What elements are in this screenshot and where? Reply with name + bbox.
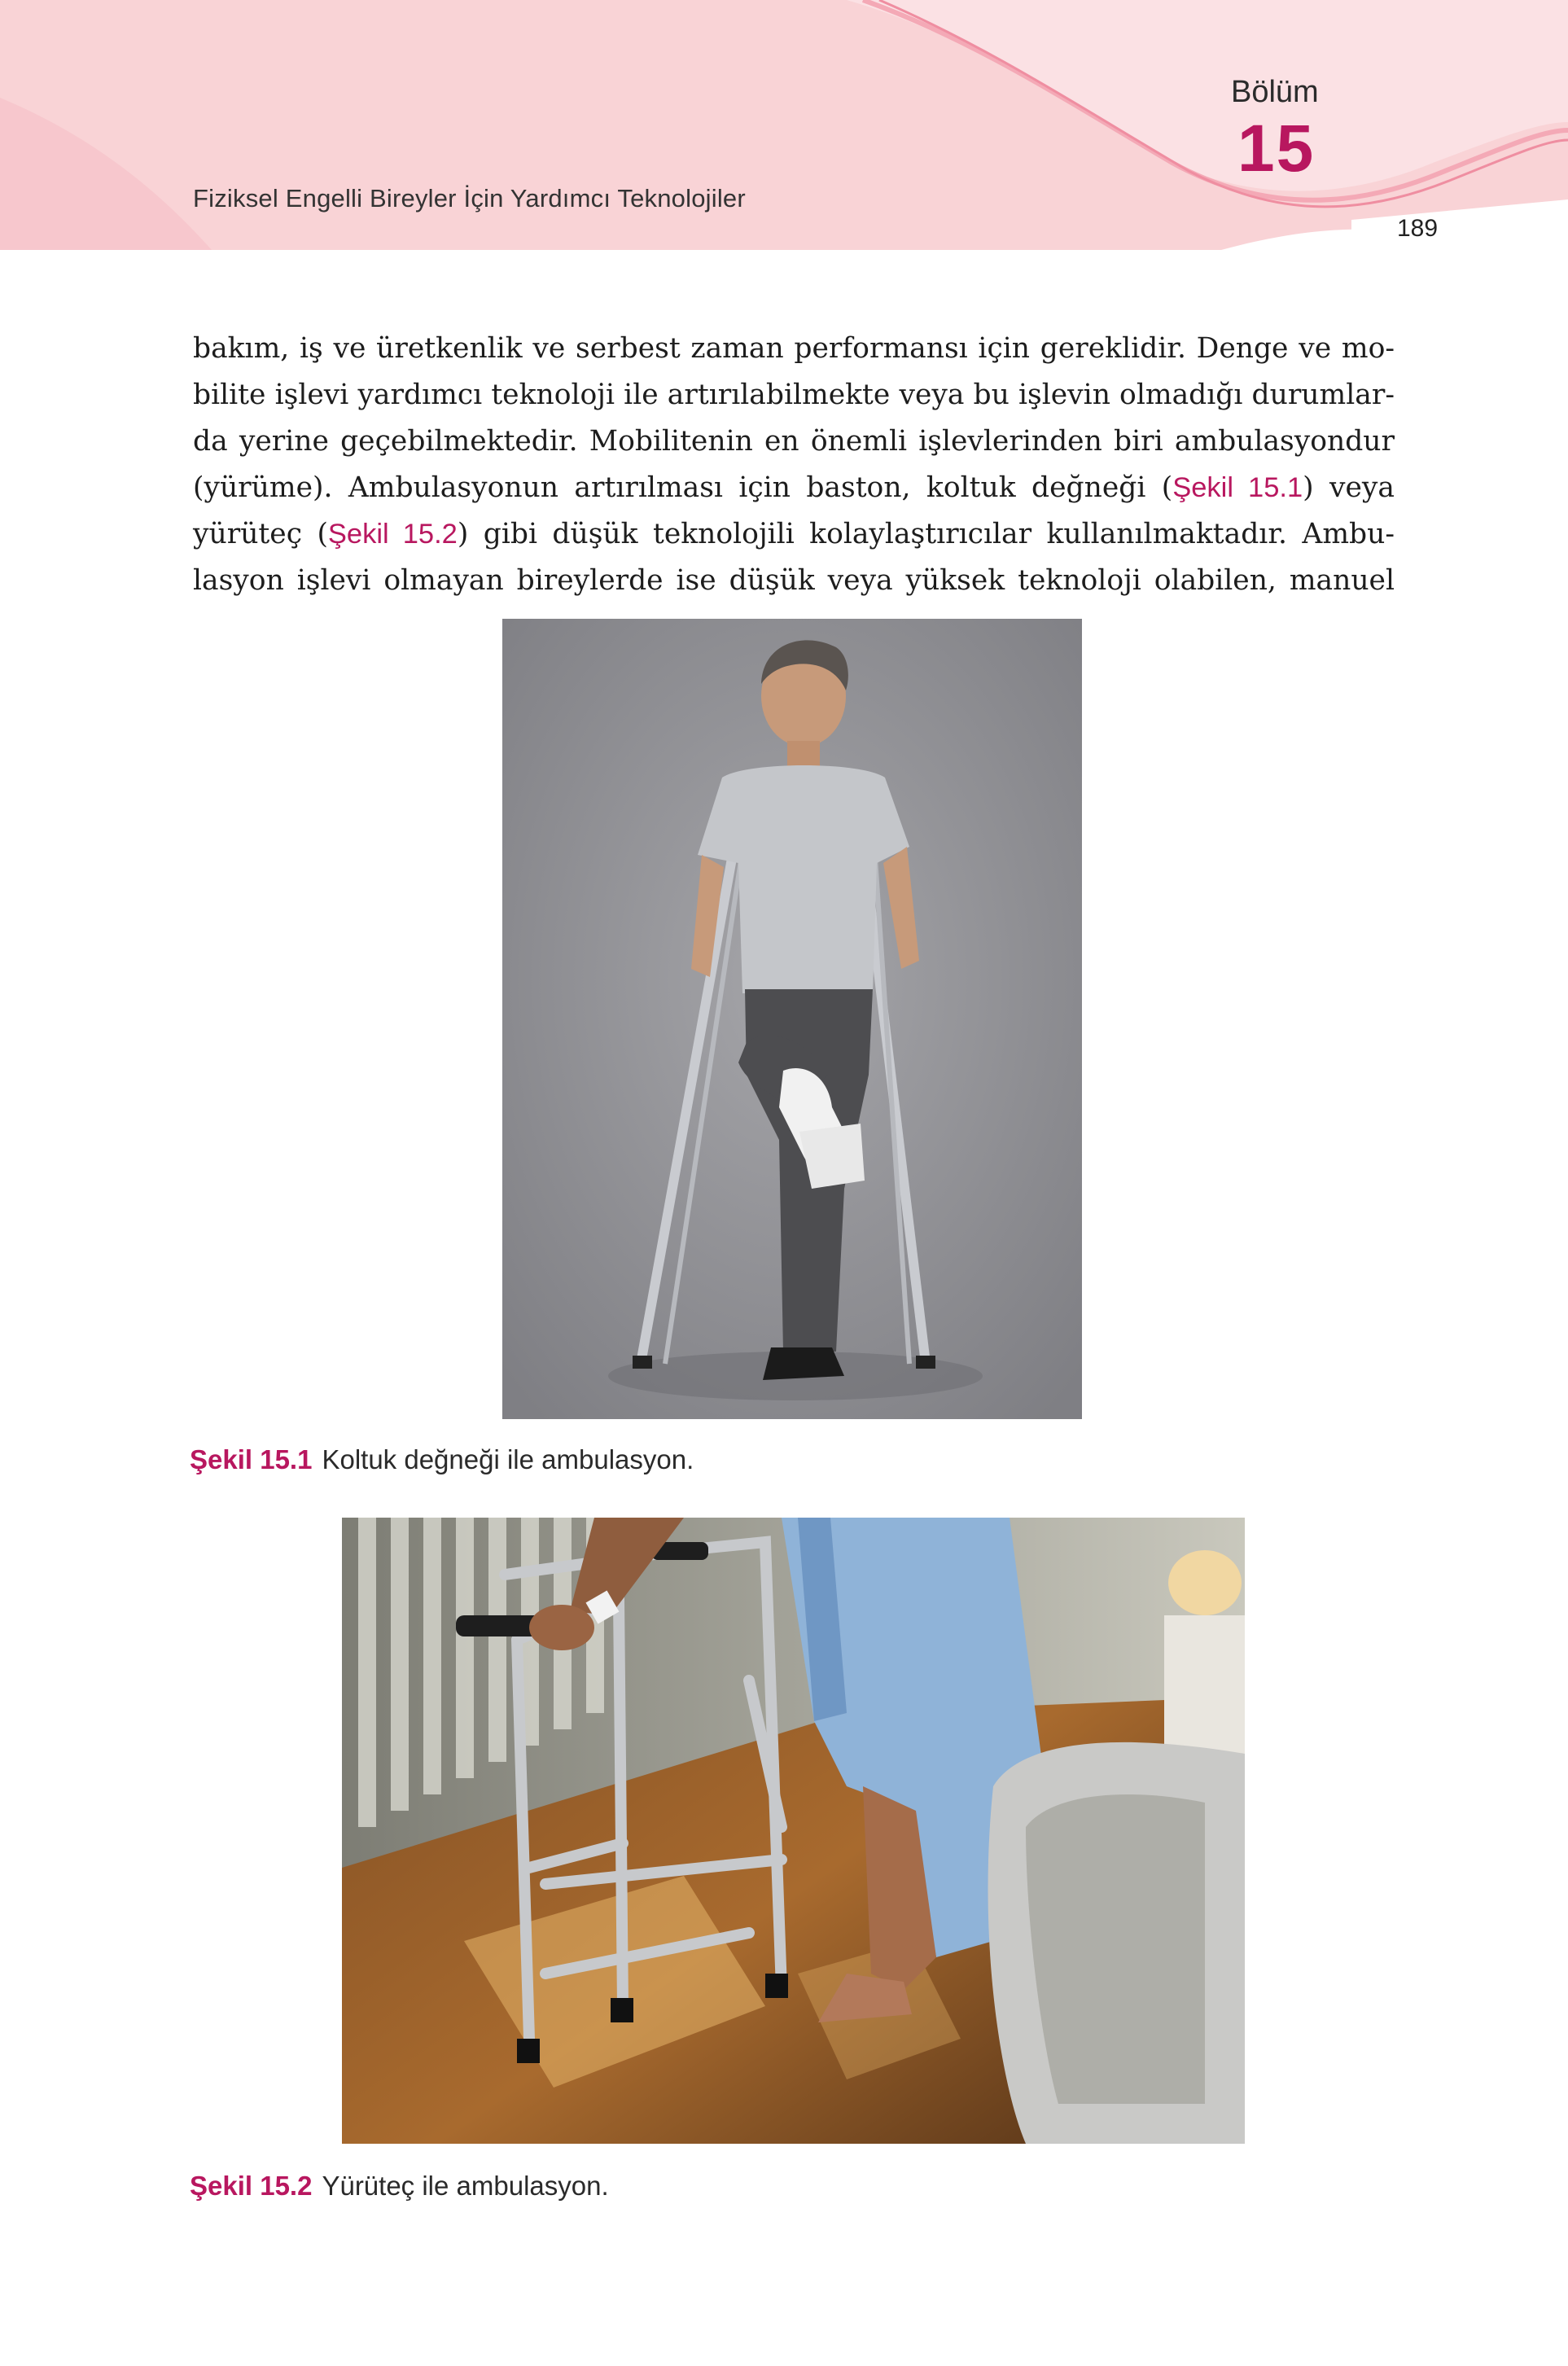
- text-line: [193, 465, 1395, 511]
- figure-caption-text: Yürüteç ile ambulasyon.: [322, 2171, 609, 2201]
- figure-number: Şekil 15.1: [190, 1444, 313, 1474]
- text-fragment: yürüteç (: [193, 518, 328, 550]
- page-number: 189: [1397, 215, 1439, 242]
- text-fragment: ) gibi düşük teknolojili kolaylaştırıcılar kullanılmaktadır. Ambu-: [457, 518, 1395, 550]
- text-line: bilite işlevi yardımcı teknoloji ile artırılabilmekte veya bu işlevin olmadığı durumlar-: [193, 379, 1395, 411]
- chapter-number: 15: [1237, 112, 1316, 186]
- text-line: da yerine geçebilmektedir. Mobilitenin en önemli işlevlerinden biri ambulasyondur: [193, 425, 1395, 458]
- figure-crutches-photo: [502, 619, 1082, 1419]
- figure-caption: [190, 1444, 694, 1475]
- figure-walker-photo: [342, 1518, 1245, 2144]
- figure-reference-link[interactable]: Şekil 15.2: [327, 519, 458, 550]
- figure-caption: [190, 2171, 609, 2202]
- running-title: Fiziksel Engelli Bireyler İçin Yardımcı Teknolojiler: [193, 184, 746, 213]
- figure-number: Şekil 15.2: [190, 2171, 313, 2201]
- figure-caption-text: Koltuk değneği ile ambulasyon.: [322, 1444, 694, 1474]
- page-header: [0, 0, 1568, 250]
- body-paragraph: [193, 326, 1395, 604]
- chapter-label: Bölüm: [1231, 75, 1319, 109]
- figure-reference-link[interactable]: Şekil 15.1: [1172, 472, 1303, 503]
- text-line: bakım, iş ve üretkenlik ve serbest zaman performansı için gereklidir. Denge ve mo-: [193, 332, 1395, 365]
- text-line: [193, 511, 1395, 558]
- text-line: lasyon işlevi olmayan bireylerde ise düşük veya yüksek teknoloji olabilen, manuel: [193, 564, 1395, 597]
- text-fragment: ) veya: [1303, 471, 1395, 504]
- text-fragment: (yürüme). Ambulasyonun artırılması için baston, koltuk değneği (: [193, 471, 1173, 504]
